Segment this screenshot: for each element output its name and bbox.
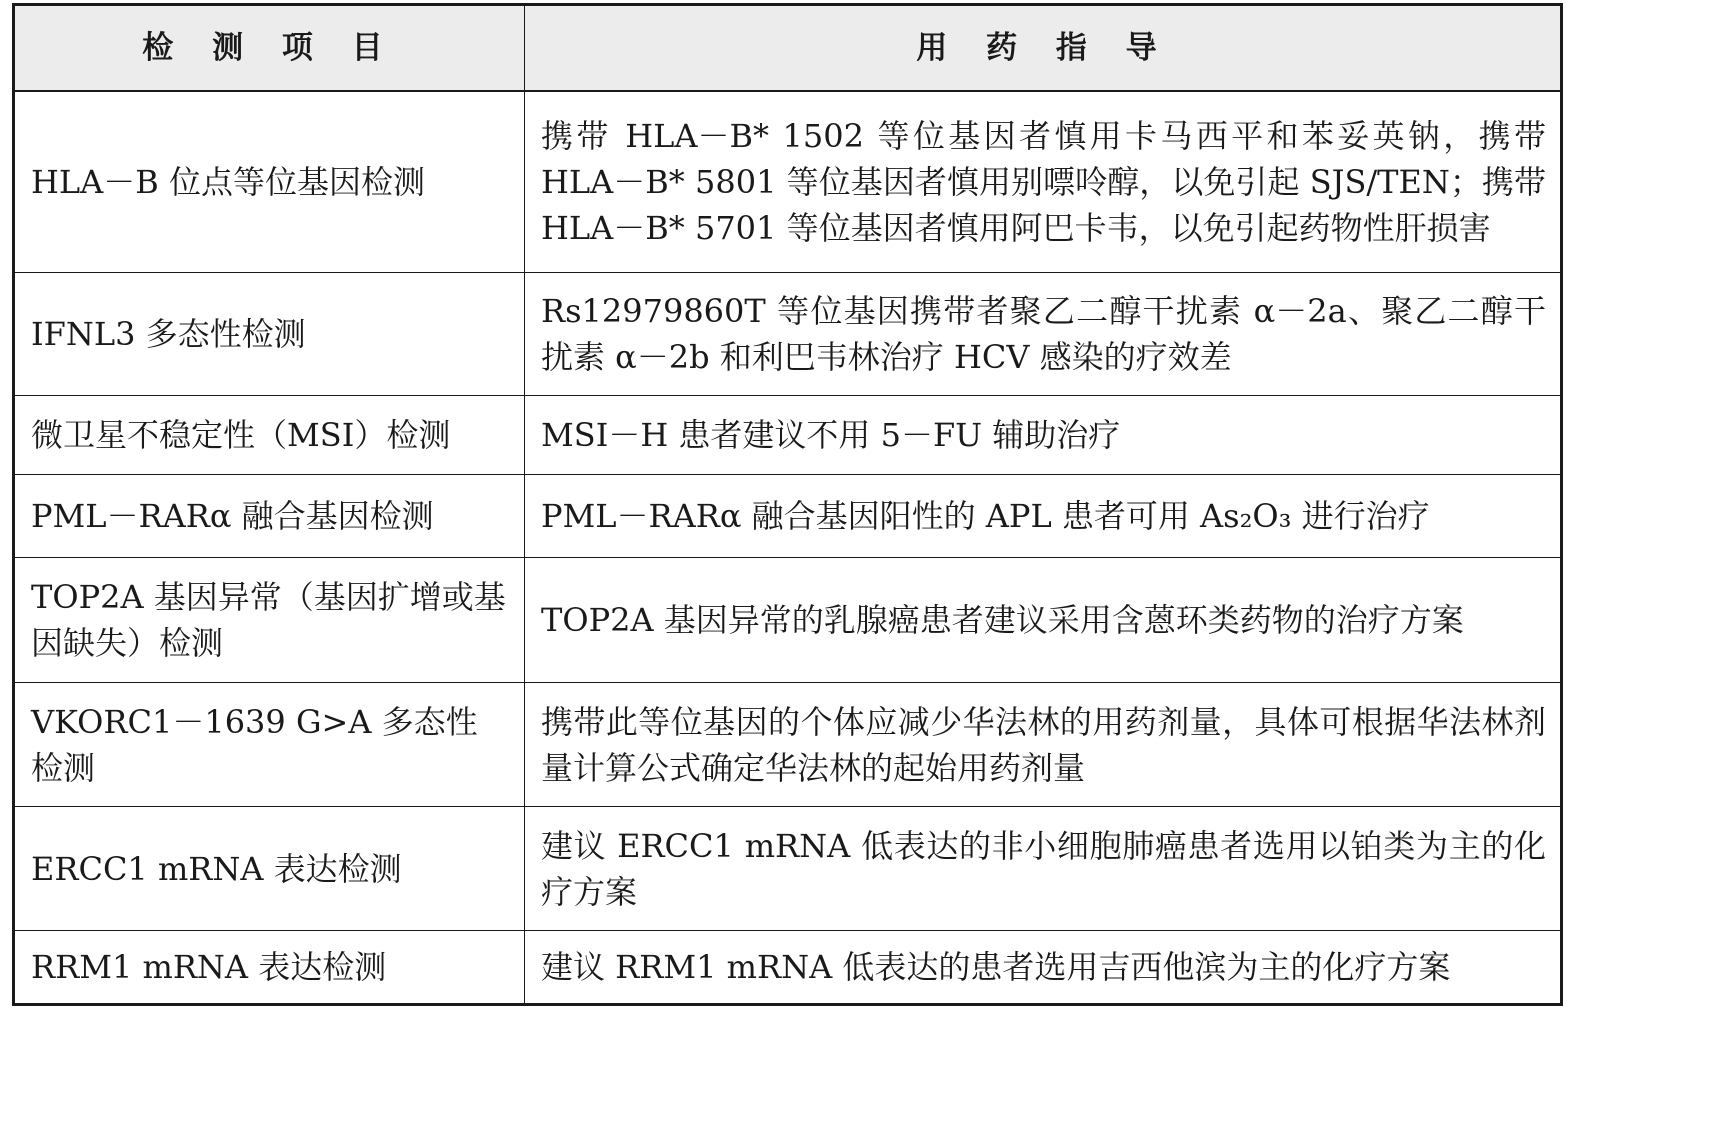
row-8-item-text: RRM1 mRNA 表达检测 — [31, 948, 387, 986]
row-3-guidance-text: MSI－H 患者建议不用 5－FU 辅助治疗 — [541, 416, 1121, 454]
row-1-item-text: HLA－B 位点等位基因检测 — [31, 163, 425, 201]
row-4-guidance-text: PML－RARα 融合基因阳性的 APL 患者可用 As₂O₃ 进行治疗 — [541, 497, 1430, 535]
row-2-item — [15, 273, 525, 396]
row-5-guidance-text: TOP2A 基因异常的乳腺癌患者建议采用含蒽环类药物的治疗方案 — [541, 601, 1464, 639]
row-7-item — [15, 807, 525, 931]
row-7-item-text: ERCC1 mRNA 表达检测 — [31, 849, 402, 888]
row-2-item-text: IFNL3 多态性检测 — [31, 315, 306, 353]
header-medication-guidance: 用 药 指 导 — [525, 6, 1560, 92]
row-6-guidance-text: 携带此等位基因的个体应减少华法林的用药剂量，具体可根据华法林剂量计算公式确定华法林的起始用药剂量 — [541, 702, 1546, 787]
row-5-guidance — [525, 558, 1560, 683]
row-1-guidance — [525, 92, 1560, 273]
row-7-guidance — [525, 807, 1560, 931]
row-5-item-text: TOP2A 基因异常（基因扩增或基因缺失）检测 — [31, 578, 506, 662]
row-1-guidance-text: 携带 HLA－B* 1502 等位基因者慎用卡马西平和苯妥英钠，携带 HLA－B* 5801 等位基因者慎用别嘌呤醇，以免引起 SJS/TEN；携带 HLA－B* 5701 等位基因者慎用阿巴卡韦，以免引起药物性肝损害 — [541, 117, 1546, 247]
row-3-guidance — [525, 396, 1560, 475]
row-8-guidance — [525, 931, 1560, 1003]
row-6-item-text: VKORC1－1639 G>A 多态性检测 — [31, 702, 478, 787]
row-4-guidance — [525, 475, 1560, 558]
row-8-guidance-text: 建议 RRM1 mRNA 低表达的患者选用吉西他滨为主的化疗方案 — [541, 948, 1451, 986]
row-4-item-text: PML－RARα 融合基因检测 — [31, 497, 434, 535]
row-6-guidance — [525, 683, 1560, 807]
row-1-item — [15, 92, 525, 273]
row-3-item-text: 微卫星不稳定性（MSI）检测 — [31, 416, 451, 454]
row-7-guidance-text: 建议 ERCC1 mRNA 低表达的非小细胞肺癌患者选用以铂类为主的化疗方案 — [541, 826, 1546, 911]
row-5-item — [15, 558, 525, 683]
row-8-item — [15, 931, 525, 1003]
row-3-item — [15, 396, 525, 475]
row-6-item — [15, 683, 525, 807]
row-4-item — [15, 475, 525, 558]
row-2-guidance — [525, 273, 1560, 396]
header-test-item: 检 测 项 目 — [15, 6, 525, 92]
drug-guidance-table — [12, 3, 1563, 1006]
row-2-guidance-text: Rs12979860T 等位基因携带者聚乙二醇干扰素 α－2a、聚乙二醇干扰素 α－2b 和利巴韦林治疗 HCV 感染的疗效差 — [541, 292, 1546, 376]
